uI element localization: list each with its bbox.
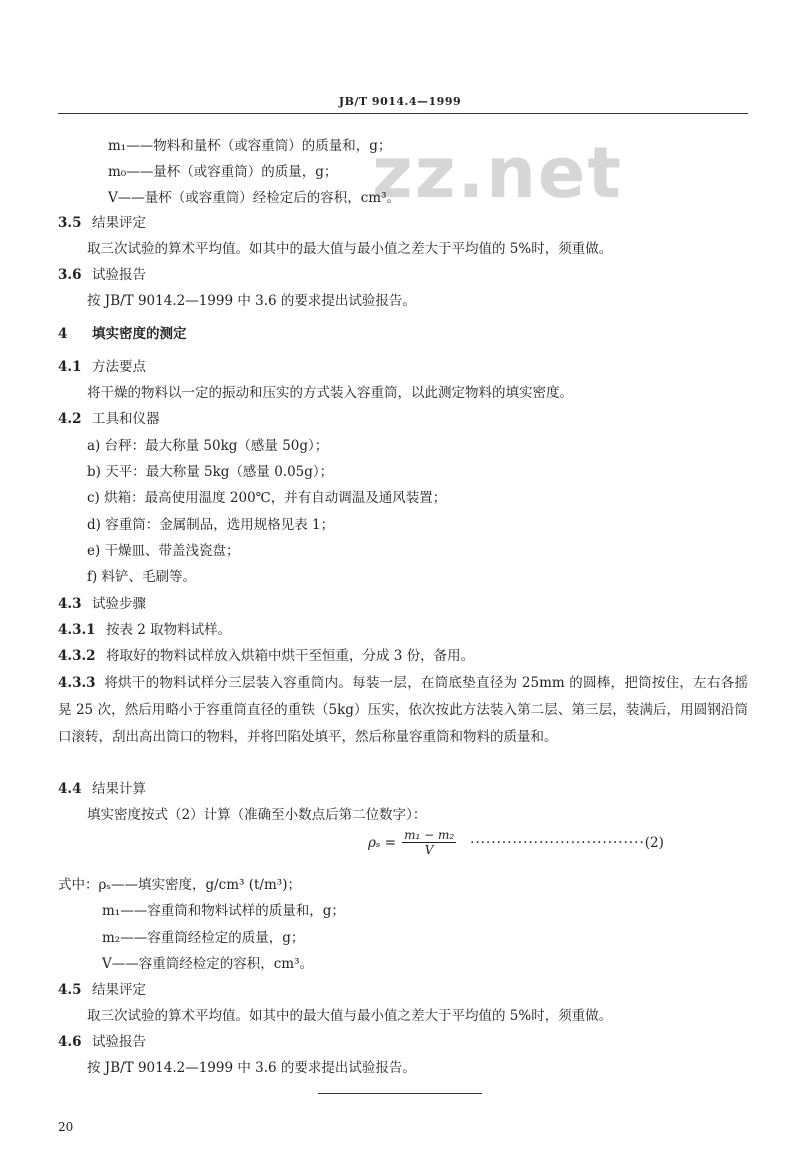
section-4-heading [58,325,187,343]
page-number: 20 [58,1120,74,1134]
formula-lhs: ρₛ = [368,834,397,851]
section-4-4-text: 填实密度按式（2）计算（准确至小数点后第二位数字）： [87,807,427,823]
header-rule [58,113,748,114]
where-item: m₂——容重筒经检定的质量，g； [102,930,305,946]
section-number: 3.6 [58,267,82,283]
section-number: 4.3.3 [58,675,96,691]
section-number: 4.5 [58,982,82,998]
list-item: b) 天平：最大称量 5kg（感量 0.05g）； [87,464,334,480]
section-4-6-heading [58,1033,146,1051]
section-4-6-text: 按 JB/T 9014.2—1999 中 3.6 的要求提出试验报告。 [87,1060,416,1076]
section-3-6-text: 按 JB/T 9014.2—1999 中 3.6 的要求提出试验报告。 [87,293,416,309]
section-title: 方法要点 [92,359,146,375]
definition-m0: m₀——量杯（或容重筒）的质量，g； [108,164,338,180]
equation-number: (2) [644,834,664,851]
section-4-1-heading [58,358,146,376]
section-number: 4.6 [58,1034,82,1050]
section-title: 结果评定 [92,215,146,231]
section-title: 试验报告 [92,267,146,283]
section-4-2-heading [58,410,160,428]
formula-fraction [402,828,456,857]
section-4-1-text: 将干燥的物料以一定的振动和压实的方式装入容重筒，以此测定物料的填实密度。 [87,385,573,401]
section-4-4-heading [58,780,146,798]
page-header: JB/T 9014.4—1999 [338,95,462,108]
watermark: zz.net [372,132,623,214]
section-4-3-1 [58,621,231,639]
formula-leader-dots: ································· [470,834,645,851]
section-number: 4.4 [58,781,82,797]
section-number: 3.5 [58,215,82,231]
section-4-3-2 [58,647,474,665]
list-item: f) 料铲、毛刷等。 [87,569,197,585]
where-lead: 式中：ρₛ——填实密度，g/cm³ (t/m³)； [58,877,301,893]
section-3-5-heading [58,214,146,232]
where-item: V——容重筒经检定的容积，cm³。 [102,956,314,972]
list-item: d) 容重筒：金属制品，选用规格见表 1； [87,517,335,533]
section-text: 将取好的物料试样放入烘箱中烘干至恒重，分成 3 份，备用。 [106,648,475,664]
section-4-5-heading [58,981,146,999]
section-title: 结果计算 [92,781,146,797]
section-title: 填实密度的测定 [92,326,187,342]
section-title: 结果评定 [92,982,146,998]
formula-numerator: m₁ − m₂ [404,828,455,842]
definition-m1: m₁——物料和量杯（或容重筒）的质量和，g； [108,138,392,154]
section-number: 4 [58,326,68,342]
section-4-5-text: 取三次试验的算术平均值。如其中的最大值与最小值之差大于平均值的 5%时，须重做。 [87,1008,613,1024]
section-title: 试验报告 [92,1034,146,1050]
end-of-document-rule [318,1093,482,1094]
where-item: m₁——容重筒和物料试样的质量和，g； [102,903,345,919]
section-number: 4.3.1 [58,622,96,638]
section-number: 4.3 [58,596,82,612]
list-item: a) 台秤：最大称量 50kg（感量 50g）； [87,438,329,454]
section-4-3-3 [58,670,748,751]
definition-v: V——量杯（或容重筒）经检定后的容积，cm³。 [108,190,401,206]
section-title: 工具和仪器 [92,411,160,427]
section-text: 将烘干的物料试样分三层装入容重筒内。每装一层，在筒底垫直径为 25mm 的圆棒，把筒按住，左右各摇晃 25 次，然后用略小于容重筒直径的重铁（5kg）压实，依次按此方法装入第二层、第三层，装满后，用圆钢沿筒口滚转，刮出高出筒口的物料，并将凹陷处填平，然后称量容重筒和物料的质量和。 [58,675,748,745]
formula-2 [368,828,664,857]
section-4-3-heading [58,595,146,613]
section-text: 按表 2 取物料试样。 [106,622,232,638]
section-3-6-heading [58,266,146,284]
section-number: 4.1 [58,359,82,375]
formula-denominator: V [424,843,434,857]
section-number: 4.2 [58,411,82,427]
section-title: 试验步骤 [92,596,146,612]
list-item: c) 烘箱：最高使用温度 200℃，并有自动调温及通风装置； [87,490,447,506]
list-item: e) 干燥皿、带盖浅瓷盘； [87,543,240,559]
section-3-5-text: 取三次试验的算术平均值。如其中的最大值与最小值之差大于平均值的 5%时，须重做。 [87,241,613,257]
section-number: 4.3.2 [58,648,96,664]
